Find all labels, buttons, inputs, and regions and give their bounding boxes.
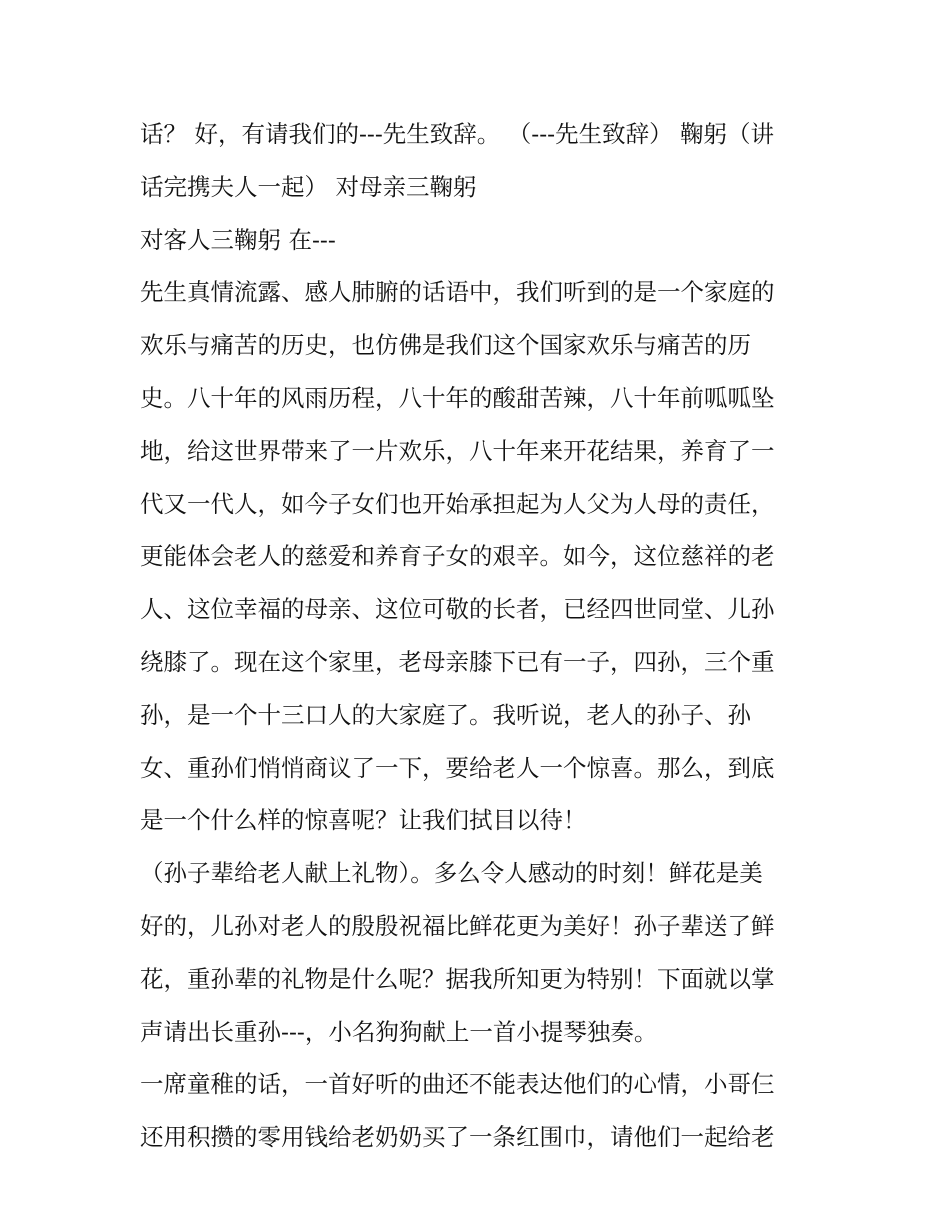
text-line: 好的，儿孙对老人的殷殷祝福比鲜花更为美好！孙子辈送了鲜 bbox=[140, 911, 775, 940]
text-line: 欢乐与痛苦的历史，也仿佛是我们这个国家欢乐与痛苦的历 bbox=[140, 331, 751, 360]
text-line: 孙，是一个十三口人的大家庭了。我听说，老人的孙子、孙 bbox=[140, 700, 751, 729]
text-line: 代又一代人，如今子女们也开始承担起为人父为人母的责任， bbox=[140, 489, 775, 518]
text-line: 话？ 好，有请我们的---先生致辞。 （---先生致辞） 鞠躬（讲 bbox=[140, 120, 775, 148]
text-line: 一席童稚的话，一首好听的曲还不能表达他们的心情，小哥仨 bbox=[140, 1070, 775, 1099]
text-line: 女、重孙们悄悄商议了一下，要给老人一个惊喜。那么，到底 bbox=[140, 753, 775, 782]
text-line: 先生真情流露、感人肺腑的话语中，我们听到的是一个家庭的 bbox=[140, 278, 775, 307]
text-line: 话完携夫人一起） 对母亲三鞠躬 bbox=[140, 172, 477, 201]
text-line: 花，重孙辈的礼物是什么呢？据我所知更为特别！下面就以掌 bbox=[140, 964, 775, 993]
text-line: 史。八十年的风雨历程，八十年的酸甜苦辣，八十年前呱呱坠 bbox=[140, 383, 775, 412]
text-line: 人、这位幸福的母亲、这位可敬的长者，已经四世同堂、儿孙 bbox=[140, 595, 775, 624]
text-line: 声请出长重孙---，小名狗狗献上一首小提琴独奏。 bbox=[140, 1017, 658, 1046]
text-line: 地，给这世界带来了一片欢乐，八十年来开花结果，养育了一 bbox=[140, 436, 775, 465]
text-line: 对客人三鞠躬 在--- bbox=[140, 225, 336, 254]
text-line: 还用积攒的零用钱给老奶奶买了一条红围巾，请他们一起给老 bbox=[140, 1123, 775, 1152]
body-text bbox=[140, 108, 830, 1164]
text-line: 是一个什么样的惊喜呢？让我们拭目以待！ bbox=[140, 806, 587, 835]
text-line: 更能体会老人的慈爱和养育子女的艰辛。如今，这位慈祥的老 bbox=[140, 542, 775, 571]
text-line: 绕膝了。现在这个家里，老母亲膝下已有一子，四孙，三个重 bbox=[140, 647, 775, 676]
text-line: （孙子辈给老人献上礼物）。多么令人感动的时刻！鲜花是美 bbox=[140, 859, 763, 888]
